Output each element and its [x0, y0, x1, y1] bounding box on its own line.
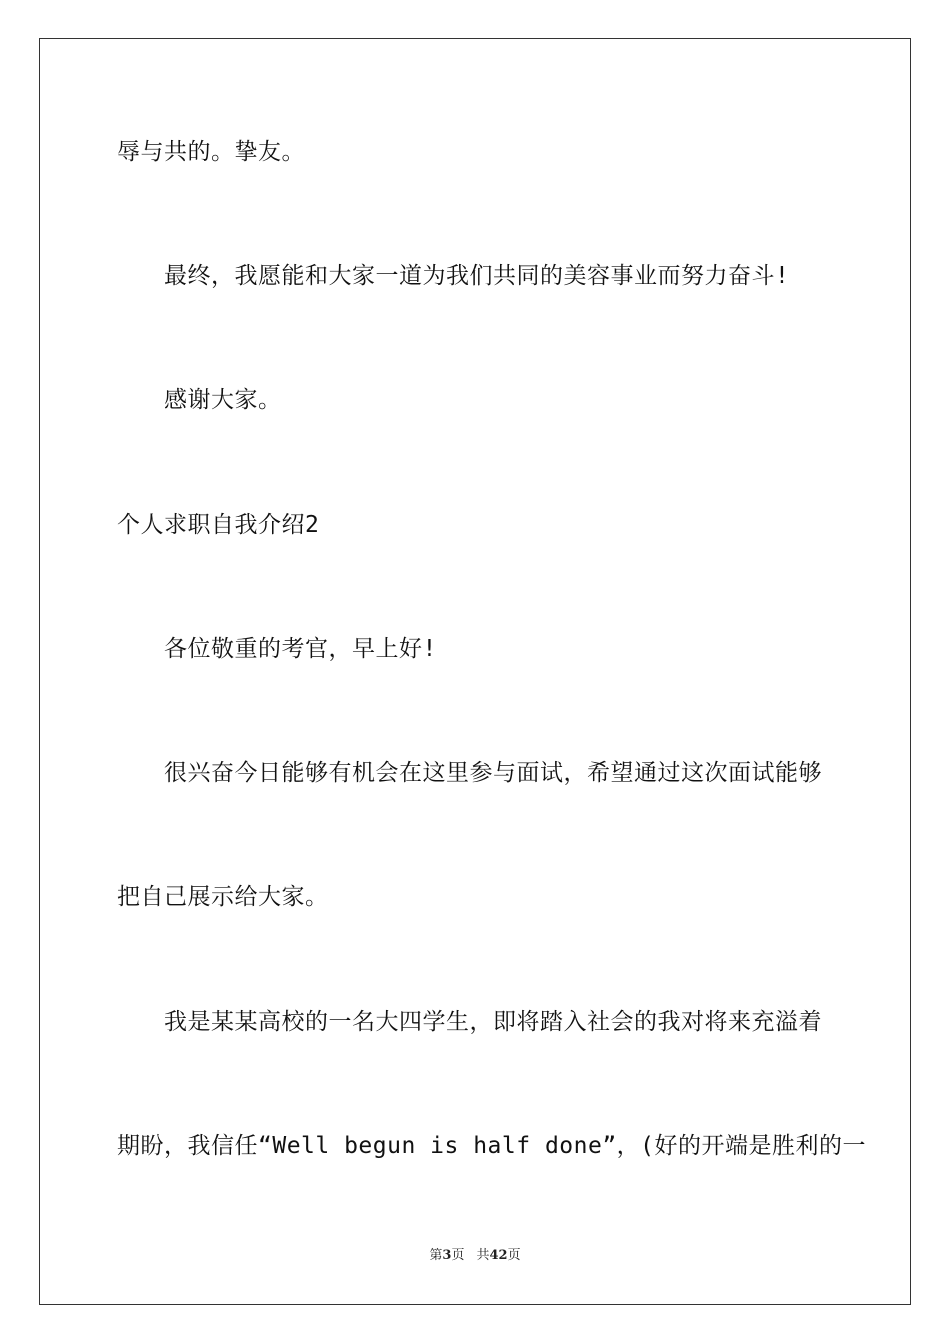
page-prefix: 第	[429, 1248, 443, 1263]
page-suffix: 页	[451, 1248, 465, 1263]
paragraph-line: 最终，我愿能和大家一道为我们共同的美容事业而努力奋斗!	[164, 263, 790, 289]
paragraph-line: 辱与共的。挚友。	[117, 139, 305, 165]
paragraph-line: 感谢大家。	[164, 387, 282, 413]
total-suffix: 页	[507, 1248, 521, 1263]
paragraph-line: 很兴奋今日能够有机会在这里参与面试，希望通过这次面试能够	[164, 760, 822, 786]
total-pages: 42	[489, 1248, 508, 1263]
paragraph-line: 我是某某高校的一名大四学生，即将踏入社会的我对将来充溢着	[164, 1009, 822, 1035]
section-heading: 个人求职自我介绍2	[117, 512, 320, 538]
page-border	[39, 38, 911, 1305]
page-number: 3	[442, 1248, 452, 1263]
paragraph-line: 期盼，我信任“Well begun is half done”，(好的开端是胜利的一	[117, 1133, 867, 1159]
total-prefix: 共	[476, 1248, 490, 1263]
paragraph-line: 各位敬重的考官，早上好!	[164, 636, 437, 662]
page-footer	[0, 1247, 950, 1265]
paragraph-line: 把自己展示给大家。	[117, 884, 329, 910]
